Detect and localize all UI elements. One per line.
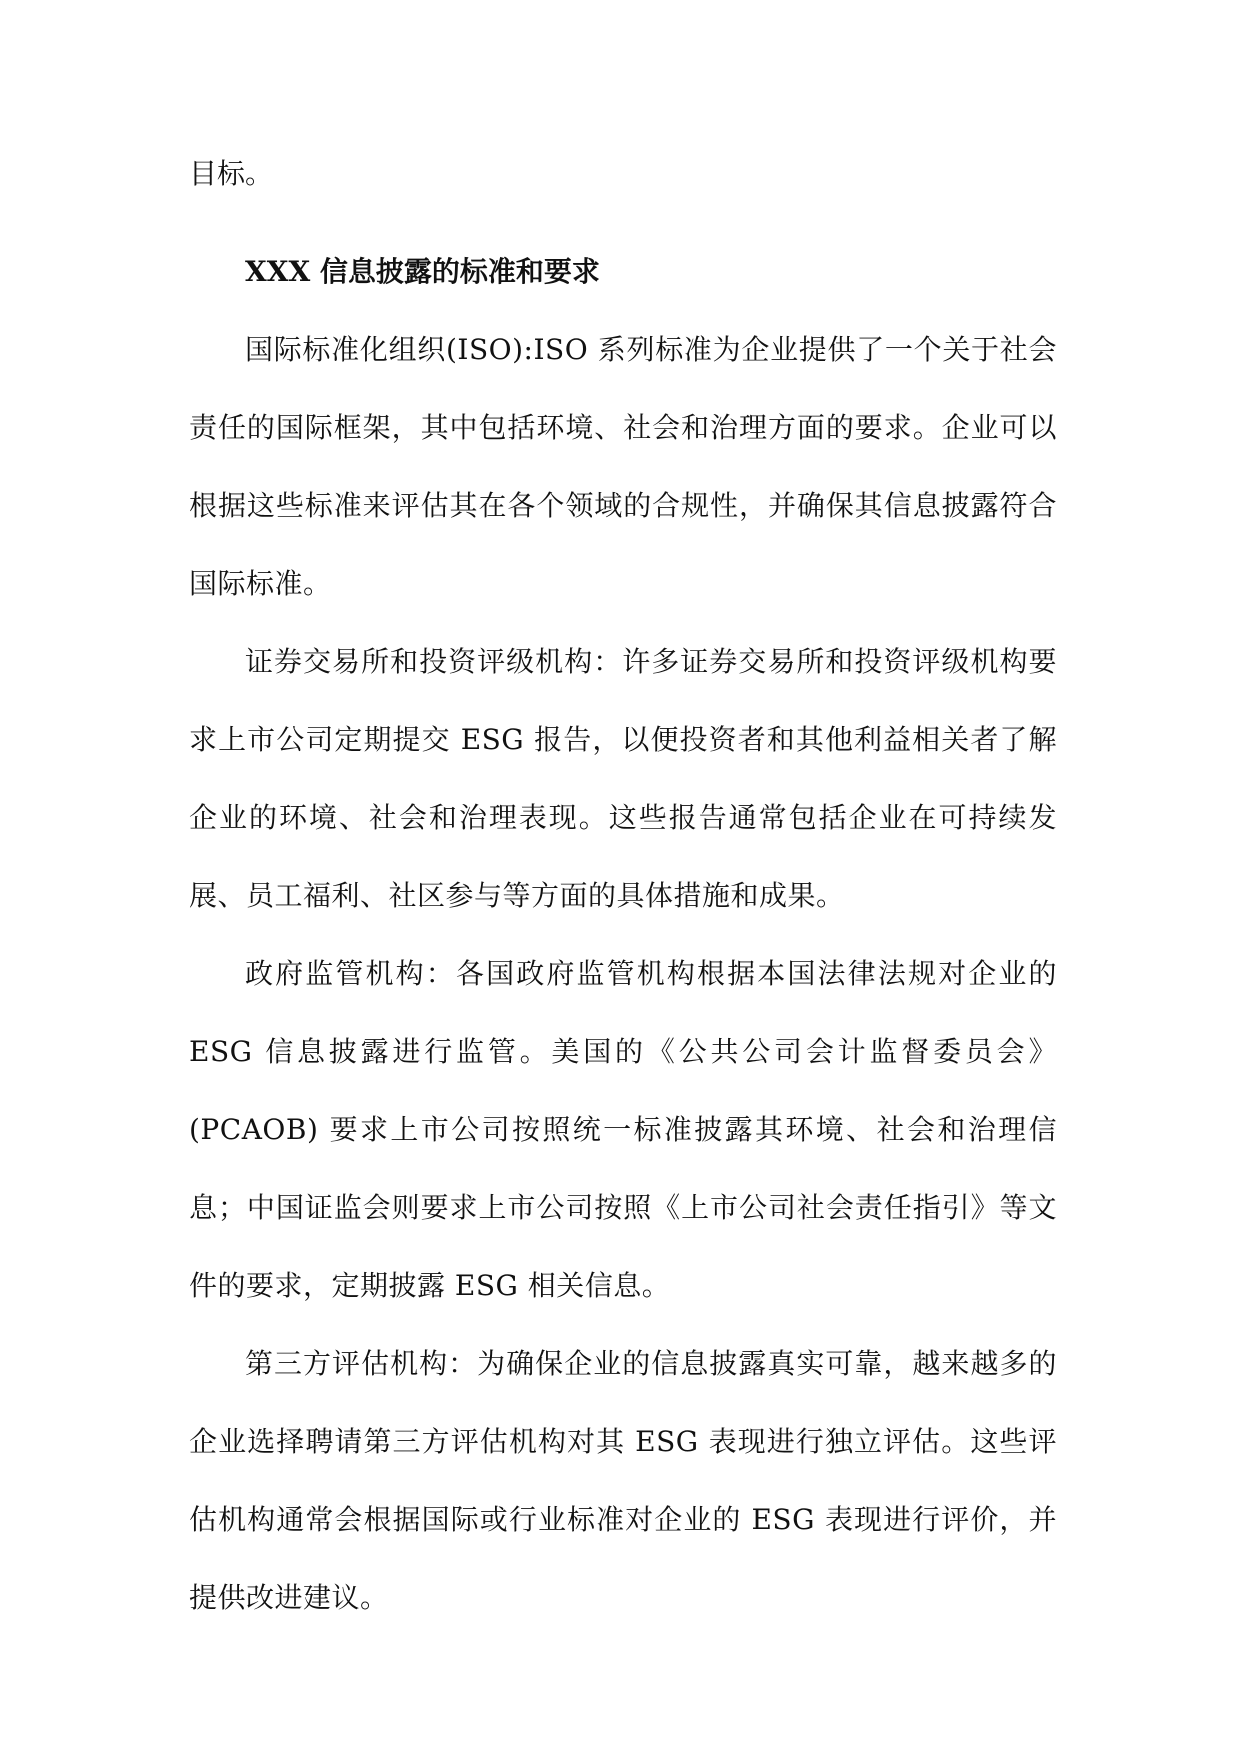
paragraph-iso: 国际标准化组织(ISO):ISO 系列标准为企业提供了一个关于社会责任的国际框架，其中包括环境、社会和治理方面的要求。企业可以根据这些标准来评估其在各个领域的合规性，并确保其信息披露符合国际标准。 — [189, 333, 1057, 600]
section-heading: XXX 信息披露的标准和要求 — [245, 255, 600, 288]
paragraph-government-regulators: 政府监管机构：各国政府监管机构根据本国法律法规对企业的 ESG 信息披露进行监管。美国的《公共公司会计监督委员会》(PCAOB) 要求上市公司按照统一标准披露其环境、社会和治理信息；中国证监会则要求上市公司按照《上市公司社会责任指引》等文件的要求，定期披露 ESG 相关信息。 — [189, 957, 1057, 1302]
paragraph-third-party-assessors: 第三方评估机构：为确保企业的信息披露真实可靠，越来越多的企业选择聘请第三方评估机构对其 ESG 表现进行独立评估。这些评估机构通常会根据国际或行业标准对企业的 ESG 表现进行评价，并提供改进建议。 — [189, 1347, 1057, 1614]
continuation-text: 目标。 — [189, 157, 274, 190]
document-page — [189, 135, 1057, 1637]
paragraph-stock-exchanges: 证券交易所和投资评级机构：许多证券交易所和投资评级机构要求上市公司定期提交 ESG 报告，以便投资者和其他利益相关者了解企业的环境、社会和治理表现。这些报告通常包括企业在可持续发展、员工福利、社区参与等方面的具体措施和成果。 — [189, 645, 1057, 912]
